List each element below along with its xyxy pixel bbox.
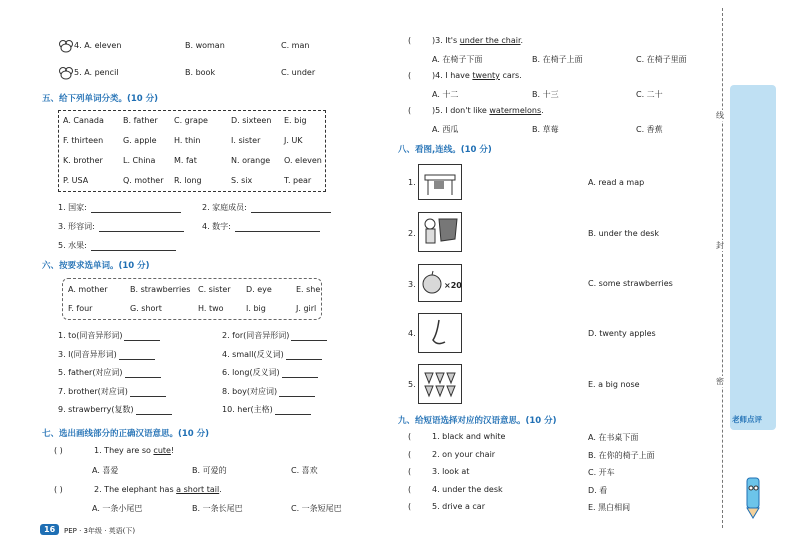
item-label: 2. for(同音异形词) — [222, 331, 290, 340]
answer-paren: ( — [408, 36, 412, 45]
word-option: O. eleven — [284, 156, 322, 165]
mc-q5: 5. A. pencil — [74, 68, 119, 77]
answer-option: A. 在椅子下面 — [432, 55, 483, 64]
nose-picture — [418, 313, 462, 353]
mouse-icon — [58, 38, 74, 57]
sentence-post: cars. — [499, 71, 522, 80]
fill-in-item — [222, 349, 322, 360]
word-option: T. pear — [284, 176, 312, 185]
answer-blank[interactable] — [130, 388, 166, 397]
word-option: C. sister — [198, 285, 231, 294]
word-option: I. sister — [231, 136, 261, 145]
phrase-english: 5. drive a car — [432, 502, 485, 511]
answer-option: A. 西瓜 — [432, 125, 459, 134]
word-option: L. China — [123, 156, 156, 165]
mc-q4-c: C. man — [281, 41, 310, 50]
word-option: I. big — [246, 304, 266, 313]
phrase-chinese: A. 在书桌下面 — [588, 433, 639, 442]
word-option: G. apple — [123, 136, 157, 145]
word-option: A. Canada — [63, 116, 104, 125]
q1-opt-c: C. 喜欢 — [291, 466, 318, 475]
phrase-d: D. twenty apples — [588, 329, 656, 338]
pic-num-3: 3. — [408, 280, 416, 289]
word-option: J. UK — [284, 136, 303, 145]
word-option: P. USA — [63, 176, 89, 185]
word-option: Q. mother — [123, 176, 164, 185]
category-adjective: 3. 形容词: — [58, 221, 184, 232]
answer-option: C. 在椅子里面 — [636, 55, 687, 64]
strawberries-picture — [418, 364, 462, 404]
phrase-b: B. under the desk — [588, 229, 660, 238]
word-option: S. six — [231, 176, 253, 185]
word-option: F. thirteen — [63, 136, 104, 145]
word-option: G. short — [130, 304, 162, 313]
item-label: 6. long(反义词) — [222, 368, 280, 377]
answer-paren: ( — [408, 432, 412, 441]
answer-paren: ( — [408, 467, 412, 476]
phrase-english: 2. on your chair — [432, 449, 496, 459]
q2-sentence: 2. The elephant has a short tail. — [94, 485, 222, 494]
fill-in-item — [58, 367, 161, 378]
word-option: H. two — [198, 304, 224, 313]
section-7-title: 七、选出画线部分的正确汉语意思。(10 分) — [42, 429, 210, 439]
word-option: E. big — [284, 116, 307, 125]
word-option: A. mother — [68, 285, 108, 294]
phrase-english: 4. under the desk — [432, 484, 503, 494]
item-label: 5. father(对应词) — [58, 368, 123, 377]
item-label: 4. small(反义词) — [222, 349, 284, 359]
answer-blank[interactable] — [119, 351, 155, 360]
item-label: 7. brother(对应词) — [58, 386, 128, 396]
item-label: 10. her(主格) — [222, 405, 273, 414]
mc-q5-c: C. under — [281, 68, 316, 77]
answer-blank[interactable] — [136, 406, 172, 415]
underlined-phrase: watermelons — [489, 106, 542, 115]
section-8-title: 八、看图,连线。(10 分) — [398, 145, 492, 155]
q1-opt-a: A. 喜爱 — [92, 466, 119, 475]
underlined-phrase: twenty — [472, 71, 500, 80]
section-6-title: 六、按要求选单词。(10 分) — [42, 261, 150, 271]
item-label: 3. I(同音异形词) — [58, 349, 117, 359]
q2-opt-a: A. 一条小尾巴 — [92, 504, 143, 513]
answer-paren: ( — [408, 71, 412, 80]
answer-blank[interactable] — [279, 388, 315, 397]
fill-in-item — [222, 330, 327, 341]
answer-blank[interactable] — [275, 406, 311, 415]
question-sentence — [432, 36, 523, 45]
item-label: 9. strawberry(复数) — [58, 405, 134, 414]
phrase-english: 1. black and white — [432, 432, 506, 441]
word-option: K. brother — [63, 156, 103, 165]
word-option: C. grape — [174, 116, 208, 125]
answer-option: B. 在椅子上面 — [532, 55, 583, 64]
q1-sentence: 1. They are so cute! — [94, 446, 175, 455]
sentence-post: . — [541, 106, 544, 115]
word-option: B. strawberries — [130, 285, 191, 294]
fill-in-item — [58, 349, 155, 360]
footer-text: PEP · 3年级 · 英语(下) — [64, 527, 136, 535]
answer-blank[interactable] — [286, 351, 322, 360]
apples-count-label: ×20 — [444, 281, 462, 290]
fill-in-item — [222, 386, 315, 397]
teacher-comment-panel[interactable] — [730, 85, 776, 430]
category-number: 4. 数字: — [202, 221, 320, 232]
item-label: 1. to(同音异形词) — [58, 331, 123, 340]
answer-blank[interactable] — [291, 332, 327, 341]
sentence-pre: )4. I have — [432, 71, 473, 80]
answer-option: A. 十二 — [432, 90, 459, 99]
side-label-secret: 密 — [716, 377, 724, 386]
mc-q4: 4. A. eleven — [74, 41, 122, 50]
teacher-comment-label: 老师点评 — [732, 415, 762, 424]
word-option: D. sixteen — [231, 116, 272, 125]
pic-num-2: 2. — [408, 229, 416, 238]
phrase-a: A. read a map — [588, 178, 645, 187]
q1-paren[interactable]: ( ) — [54, 446, 63, 455]
answer-option: C. 二十 — [636, 90, 663, 99]
answer-option: C. 香蕉 — [636, 125, 663, 134]
answer-option: B. 十三 — [532, 90, 559, 99]
answer-paren: ( — [408, 449, 412, 459]
category-fruit: 5. 水果: — [58, 240, 176, 251]
question-sentence — [432, 71, 522, 80]
section-9-title: 九、给短语选择对应的汉语意思。(10 分) — [398, 416, 557, 426]
mc-q4-b: B. woman — [185, 41, 225, 50]
answer-option: B. 草莓 — [532, 125, 559, 134]
phrase-english: 3. look at — [432, 467, 470, 476]
side-label-seal: 封 — [716, 241, 724, 250]
q2-opt-b: B. 一条长尾巴 — [192, 504, 243, 513]
fill-in-item — [58, 330, 160, 341]
sentence-pre: )3. It's — [432, 36, 460, 45]
mc-q5-b: B. book — [185, 68, 216, 77]
q2-paren[interactable]: ( ) — [54, 485, 63, 494]
phrase-c: C. some strawberries — [588, 279, 673, 288]
fill-in-item — [58, 404, 172, 415]
word-option: D. eye — [246, 285, 272, 294]
phrase-chinese: C. 开车 — [588, 468, 615, 477]
child-map-picture — [418, 212, 462, 252]
mouse-icon — [58, 65, 74, 84]
answer-blank[interactable] — [125, 369, 161, 378]
phrase-chinese: B. 在你的椅子上面 — [588, 450, 655, 460]
pic-num-4: 4. — [408, 329, 416, 338]
pic-num-1: 1. — [408, 178, 416, 187]
underlined-phrase: under the chair — [459, 36, 521, 45]
question-sentence — [432, 106, 544, 115]
category-country: 1. 国家: — [58, 202, 181, 213]
item-label: 8. boy(对应词) — [222, 386, 278, 396]
word-option: N. orange — [231, 156, 271, 165]
fill-in-item — [222, 404, 311, 415]
q2-opt-c: C. 一条短尾巴 — [291, 504, 342, 513]
phrase-chinese: E. 黑白相间 — [588, 503, 631, 512]
page-number: 16 — [40, 524, 59, 535]
word-option: H. thin — [174, 136, 201, 145]
category-family: 2. 家庭成员: — [202, 202, 331, 213]
binding-line — [722, 8, 723, 528]
answer-blank[interactable] — [124, 332, 160, 341]
answer-blank[interactable] — [282, 369, 318, 378]
answer-paren: ( — [408, 484, 412, 494]
fill-in-item — [222, 367, 318, 378]
word-option: B. father — [123, 116, 158, 125]
word-option: J. girl — [296, 304, 317, 313]
sentence-post: . — [520, 36, 524, 45]
answer-paren: ( — [408, 106, 412, 115]
phrase-chinese: D. 看 — [588, 485, 608, 495]
pic-num-5: 5. — [408, 380, 416, 389]
word-option: E. she — [296, 285, 321, 294]
chair-picture — [418, 164, 462, 200]
phrase-e: E. a big nose — [588, 380, 640, 389]
q1-opt-b: B. 可爱的 — [192, 466, 227, 475]
word-option: M. fat — [174, 156, 197, 165]
pencil-mascot-icon — [738, 470, 768, 524]
section-5-title: 五、给下列单词分类。(10 分) — [42, 94, 159, 104]
side-label-line: 线 — [716, 111, 724, 120]
answer-paren: ( — [408, 502, 412, 511]
word-option: F. four — [68, 304, 93, 313]
sentence-pre: )5. I don't like — [432, 106, 490, 115]
fill-in-item — [58, 386, 166, 397]
word-option: R. long — [174, 176, 202, 185]
